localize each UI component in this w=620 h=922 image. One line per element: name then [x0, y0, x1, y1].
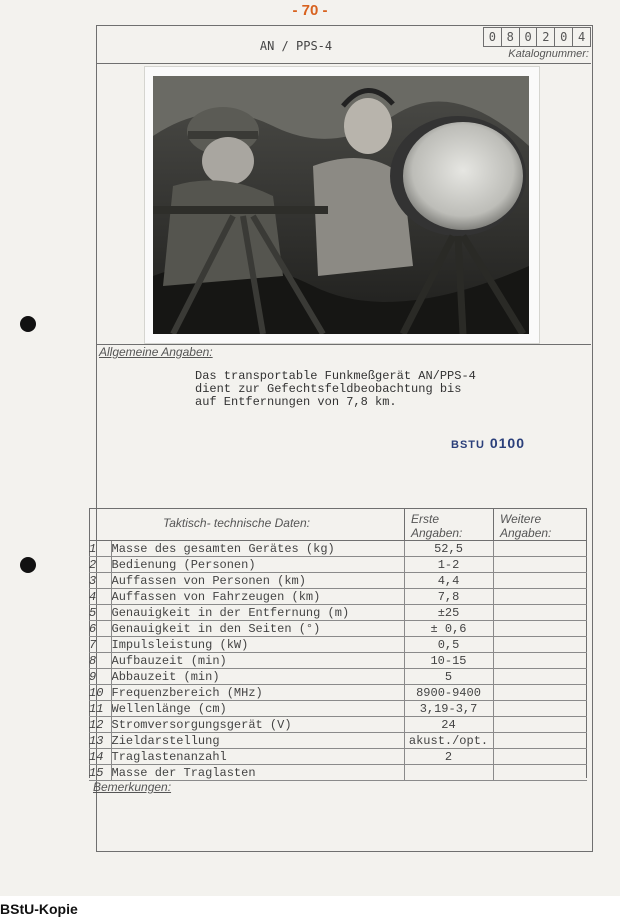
row-value: 24 — [404, 717, 493, 733]
table-row — [89, 733, 587, 749]
row-number: 15 — [89, 765, 111, 781]
table-row — [89, 669, 587, 685]
table-row — [89, 557, 587, 573]
row-extra — [493, 541, 587, 557]
row-number: 6 — [89, 621, 111, 637]
radar-photo — [153, 76, 529, 334]
general-info-line: dient zur Gefechtsfeldbeobachtung bis — [195, 382, 462, 396]
row-extra — [493, 701, 587, 717]
punch-hole — [20, 557, 36, 573]
table-row — [89, 573, 587, 589]
table-row — [89, 685, 587, 701]
row-extra — [493, 733, 587, 749]
row-extra — [493, 653, 587, 669]
row-label: Aufbauzeit (min) — [111, 653, 404, 669]
catalog-digit: 0 — [555, 28, 573, 46]
punch-hole — [20, 316, 36, 332]
further-values-header-line: Angaben: — [500, 526, 552, 540]
further-values-header-line: Weitere — [500, 512, 542, 526]
general-info-line: auf Entfernungen von 7,8 km. — [195, 395, 397, 409]
row-value: 1-2 — [404, 557, 493, 573]
catalog-digit: 2 — [537, 28, 555, 46]
row-label: Masse des gesamten Gerätes (kg) — [111, 541, 404, 557]
stamp-prefix: BSTU — [451, 439, 485, 451]
row-label: Zieldarstellung — [111, 733, 404, 749]
device-title: AN / PPS-4 — [259, 39, 333, 53]
row-value — [404, 765, 493, 781]
table-row — [89, 653, 587, 669]
first-values-header-line: Angaben: — [411, 526, 463, 540]
tactical-data-table — [89, 541, 587, 781]
catalog-digit: 0 — [484, 28, 502, 46]
row-value: 4,4 — [404, 573, 493, 589]
first-values-header-line: Erste — [411, 512, 440, 526]
row-value: ±25 — [404, 605, 493, 621]
table-row — [89, 701, 587, 717]
row-number: 12 — [89, 717, 111, 733]
title-row — [96, 25, 591, 64]
row-number: 1 — [89, 541, 111, 557]
row-extra — [493, 557, 587, 573]
row-value: ± 0,6 — [404, 621, 493, 637]
row-extra — [493, 573, 587, 589]
remarks-label: Bemerkungen: — [93, 780, 172, 794]
row-label: Frequenzbereich (MHz) — [111, 685, 404, 701]
row-number: 7 — [89, 637, 111, 653]
photo-illustration — [153, 76, 529, 334]
table-row — [89, 765, 587, 781]
row-extra — [493, 685, 587, 701]
row-label: Genauigkeit in den Seiten (°) — [111, 621, 404, 637]
archive-stamp — [451, 435, 525, 451]
table-row — [89, 717, 587, 733]
table-top-border — [89, 508, 587, 509]
row-label: Stromversorgungsgerät (V) — [111, 717, 404, 733]
row-number: 10 — [89, 685, 111, 701]
row-value: akust./opt. — [404, 733, 493, 749]
row-value: 7,8 — [404, 589, 493, 605]
table-row — [89, 621, 587, 637]
row-number: 2 — [89, 557, 111, 573]
row-value: 10-15 — [404, 653, 493, 669]
row-number: 9 — [89, 669, 111, 685]
row-number: 14 — [89, 749, 111, 765]
row-label: Auffassen von Personen (km) — [111, 573, 404, 589]
row-label: Impulsleistung (kW) — [111, 637, 404, 653]
row-extra — [493, 589, 587, 605]
row-number: 11 — [89, 701, 111, 717]
tactical-data-header: Taktisch- technische Daten: — [163, 516, 310, 530]
row-value: 8900-9400 — [404, 685, 493, 701]
row-label: Masse der Traglasten — [111, 765, 404, 781]
row-extra — [493, 669, 587, 685]
catalog-label: Katalognummer: — [508, 48, 589, 60]
catalog-digit: 0 — [520, 28, 538, 46]
catalog-number — [483, 27, 591, 60]
row-label: Traglastenanzahl — [111, 749, 404, 765]
row-extra — [493, 749, 587, 765]
stamp-number: 0100 — [489, 435, 525, 451]
row-number: 4 — [89, 589, 111, 605]
general-info-label: Allgemeine Angaben: — [99, 345, 213, 359]
row-label: Auffassen von Fahrzeugen (km) — [111, 589, 404, 605]
row-number: 3 — [89, 573, 111, 589]
row-extra — [493, 621, 587, 637]
row-value: 0,5 — [404, 637, 493, 653]
table-row — [89, 749, 587, 765]
table-row — [89, 637, 587, 653]
row-number: 8 — [89, 653, 111, 669]
first-values-header — [411, 512, 462, 540]
catalog-digits — [483, 27, 591, 47]
general-info-line: Das transportable Funkmeßgerät AN/PPS-4 — [195, 369, 476, 383]
table-row — [89, 589, 587, 605]
row-label: Wellenlänge (cm) — [111, 701, 404, 717]
table-row — [89, 605, 587, 621]
table-row — [89, 541, 587, 557]
row-value: 5 — [404, 669, 493, 685]
row-number: 13 — [89, 733, 111, 749]
further-values-header — [500, 512, 551, 540]
row-extra — [493, 765, 587, 781]
row-label: Genauigkeit in der Entfernung (m) — [111, 605, 404, 621]
catalog-digit: 4 — [577, 30, 586, 44]
row-label: Bedienung (Personen) — [111, 557, 404, 573]
general-info-text — [195, 370, 535, 409]
footer-label: BStU-Kopie — [0, 901, 78, 917]
row-extra — [493, 637, 587, 653]
row-value: 3,19-3,7 — [404, 701, 493, 717]
row-value: 52,5 — [404, 541, 493, 557]
page-number: - 70 - — [292, 2, 328, 19]
row-label: Abbauzeit (min) — [111, 669, 404, 685]
catalog-digit: 8 — [502, 28, 520, 46]
row-value: 2 — [404, 749, 493, 765]
row-number: 5 — [89, 605, 111, 621]
row-extra — [493, 717, 587, 733]
row-extra — [493, 605, 587, 621]
